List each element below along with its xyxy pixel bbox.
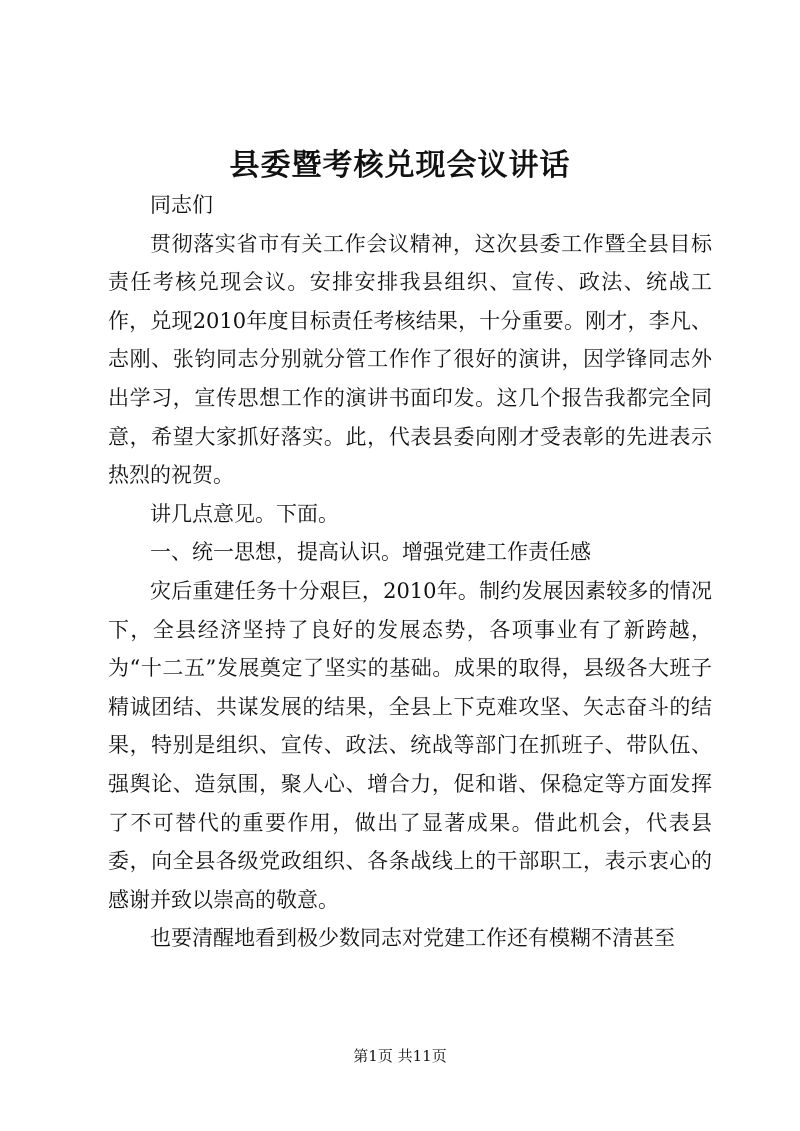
document-body [108,186,712,958]
paragraph: 讲几点意见。下面。 [150,501,339,526]
salutation: 同志们 [150,193,213,217]
paragraph: 也要清醒地看到极少数同志对党建工作还有模糊不清甚至 [150,926,675,951]
paragraph: 贯彻落实省市有关工作会议精神，这次县委工作暨全县目标责任考核兑现会议。安排安排我县组织、宣传、政法、统战工作，兑现2010年度目标责任考核结果，十分重要。刚才，李凡、志刚、张钧同志分别就分管工作作了很好的演讲，因学锋同志外出学习，宣传思想工作的演讲书面印发。这几个报告我都完全同意，希望大家抓好落实。此，代表县委向刚才受表彰的先进表示热烈的祝贺。 [108,231,712,488]
paragraph: 灾后重建任务十分艰巨，2010年。制约发展因素较多的情况下，全县经济坚持了良好的发展态势，各项事业有了新跨越，为“十二五”发展奠定了坚实的基础。成果的取得，县级各大班子精诚团结、共谋发展的结果，全县上下克难攻坚、矢志奋斗的结果，特别是组织、宣传、政法、统战等部门在抓班子、带队伍、强舆论、造氛围，聚人心、增合力，促和谐、保稳定等方面发挥了不可替代的重要作用，做出了显著成果。借此机会，代表县委，向全县各级党政组织、各条战线上的干部职工，表示衷心的感谢并致以崇高的敬意。 [108,578,712,912]
document-title: 县委暨考核兑现会议讲话 [229,148,571,183]
section-heading: 一、统一思想，提高认识。增强党建工作责任感 [150,540,591,565]
page-footer: 第1页 共11页 [353,1047,447,1065]
